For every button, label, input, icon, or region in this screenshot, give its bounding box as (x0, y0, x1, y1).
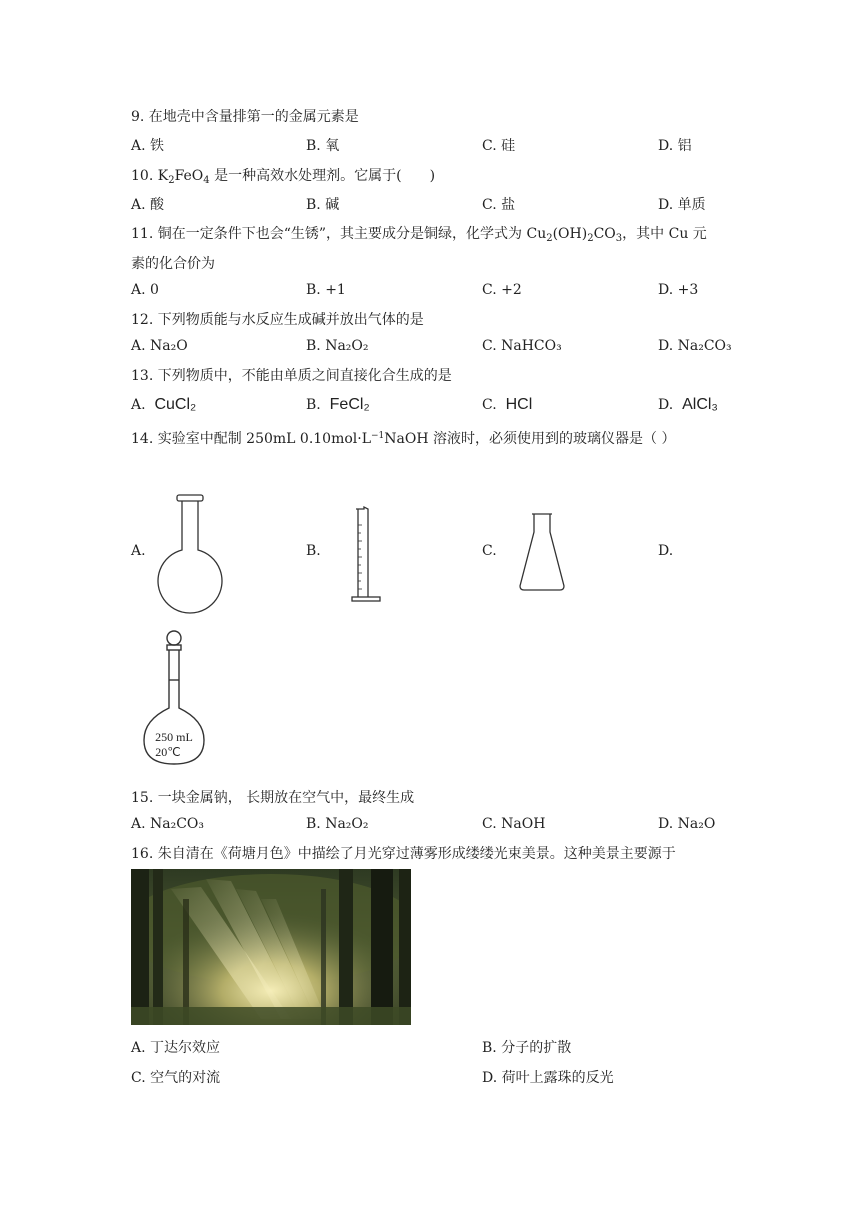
formula: CuCl₂ (154, 396, 197, 413)
q14-text: NaOH 溶液时，必须使用到的玻璃仪器是（ ） (384, 431, 676, 447)
q10-text: FeO (174, 168, 204, 184)
q16-option-a[interactable]: A. 丁达尔效应 (131, 1040, 221, 1056)
q11-sub: 3 (615, 233, 623, 244)
option-label: B. (306, 397, 321, 413)
q13-option-c[interactable] (482, 396, 532, 414)
question-14-stem (131, 428, 675, 448)
q9-option-b[interactable]: B. 氧 (306, 138, 340, 154)
formula: AlCl₃ (682, 396, 718, 413)
q11-option-b[interactable]: B. +1 (306, 282, 346, 298)
q9-option-c[interactable]: C. 硅 (482, 138, 516, 154)
q16-option-d[interactable]: D. 荷叶上露珠的反光 (482, 1070, 614, 1086)
q10-text: 10. K (131, 168, 169, 184)
q11-text: ，其中 Cu 元 (622, 226, 707, 242)
q11-sub: 2 (587, 233, 594, 244)
q9-option-d[interactable]: D. 铝 (658, 138, 692, 154)
graduated-cylinder-icon[interactable] (348, 505, 384, 605)
question-11-stem-line2: 素的化合价为 (131, 256, 215, 272)
q11-text: 11. 铜在一定条件下也会“生锈”，其主要成分是铜绿，化学式为 Cu (131, 226, 547, 242)
question-12-stem: 12. 下列物质能与水反应生成碱并放出气体的是 (131, 312, 424, 328)
option-label: D. (658, 397, 674, 413)
q13-option-d[interactable] (658, 396, 718, 414)
q11-sub: 2 (546, 233, 553, 244)
q11-text: (OH) (552, 226, 588, 242)
formula: FeCl₂ (329, 396, 370, 413)
q13-option-a[interactable] (131, 396, 196, 414)
volumetric-flask-icon[interactable] (138, 628, 210, 770)
q14-option-b-label[interactable]: B. (306, 543, 321, 559)
question-13-stem: 13. 下列物质中，不能由单质之间直接化合生成的是 (131, 368, 452, 384)
q11-option-a[interactable]: A. 0 (131, 282, 159, 298)
q12-option-c[interactable]: C. NaHCO₃ (482, 338, 562, 354)
q15-option-d[interactable]: D. Na₂O (658, 816, 716, 832)
round-bottom-flask-icon[interactable] (155, 492, 235, 617)
q14-option-d-label[interactable]: D. (658, 543, 674, 559)
q15-option-c[interactable]: C. NaOH (482, 816, 546, 832)
formula: HCl (505, 396, 533, 413)
q11-option-d[interactable]: D. +3 (658, 282, 699, 298)
q9-option-a[interactable]: A. 铁 (131, 138, 165, 154)
q14-option-a-label[interactable]: A. (131, 543, 146, 559)
flask-volume-label: 250 mL (155, 730, 193, 744)
q10-sub: 4 (203, 175, 210, 186)
q10-option-c[interactable]: C. 盐 (482, 197, 516, 213)
erlenmeyer-flask-icon[interactable] (512, 512, 572, 592)
q10-option-d[interactable]: D. 单质 (658, 197, 706, 213)
forest-light-beams-photo (131, 869, 411, 1025)
question-9-stem: 9. 在地壳中含量排第一的金属元素是 (131, 109, 359, 125)
question-11-stem-line1 (131, 223, 707, 243)
q10-option-b[interactable]: B. 碱 (306, 197, 340, 213)
q16-option-b[interactable]: B. 分子的扩散 (482, 1040, 572, 1056)
q13-option-b[interactable] (306, 396, 370, 414)
q16-option-c[interactable]: C. 空气的对流 (131, 1070, 221, 1086)
option-label: A. (131, 397, 146, 413)
q14-sup: −1 (371, 431, 385, 441)
q14-text: 14. 实验室中配制 250mL 0.10mol·L (131, 431, 372, 447)
q12-option-a[interactable]: A. Na₂O (131, 338, 188, 354)
q14-option-c-label[interactable]: C. (482, 543, 497, 559)
question-16-stem: 16. 朱自清在《荷塘月色》中描绘了月光穿过薄雾形成缕缕光束美景。这种美景主要源于 (131, 846, 676, 862)
flask-temp-label: 20℃ (155, 745, 181, 759)
q11-option-c[interactable]: C. +2 (482, 282, 522, 298)
question-10-stem (131, 165, 435, 185)
option-label: C. (482, 397, 497, 413)
q10-text: 是一种高效水处理剂。它属于( ) (209, 168, 436, 184)
q10-option-a[interactable]: A. 酸 (131, 197, 165, 213)
q12-option-b[interactable]: B. Na₂O₂ (306, 338, 369, 354)
question-15-stem: 15. 一块金属钠， 长期放在空气中，最终生成 (131, 790, 415, 806)
q15-option-b[interactable]: B. Na₂O₂ (306, 816, 369, 832)
q11-text: CO (593, 226, 616, 242)
q10-sub: 2 (168, 175, 175, 186)
q15-option-a[interactable]: A. Na₂CO₃ (131, 816, 205, 832)
q12-option-d[interactable]: D. Na₂CO₃ (658, 338, 732, 354)
